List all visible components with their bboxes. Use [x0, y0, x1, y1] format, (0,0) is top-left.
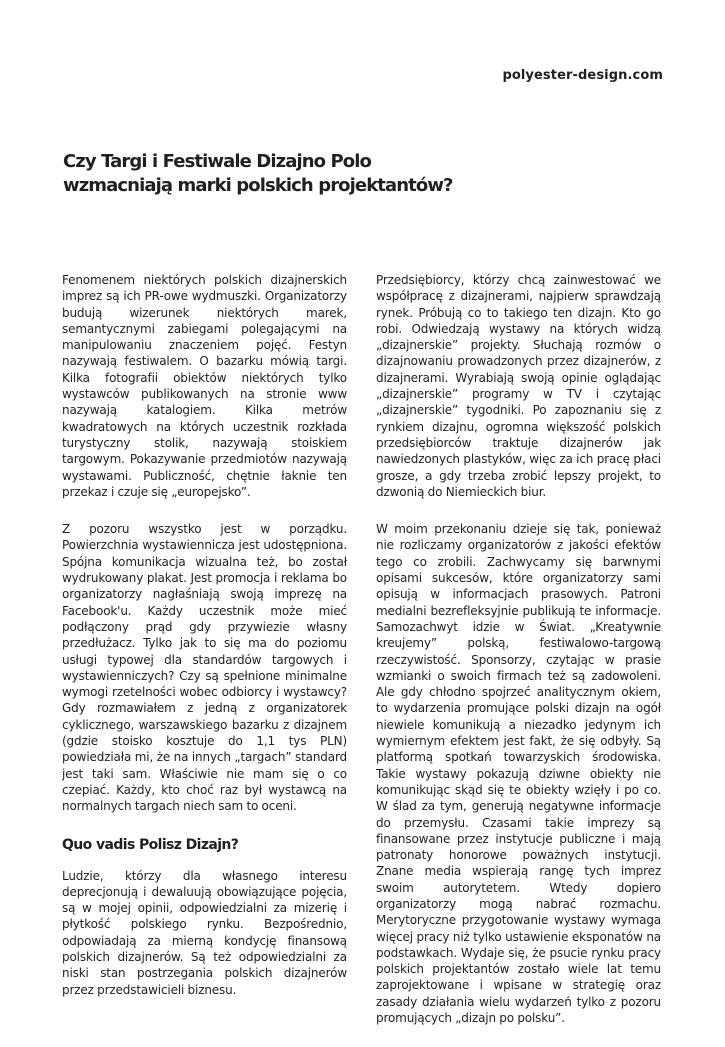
left-column — [62, 272, 347, 1019]
paragraph-5: W moim przekonaniu dzieje się tak, ponieważ nie rozliczamy organizatorów z jakości efektów tego co zrobili. Zachwycamy się barwnymi opisami sukcesów, które organizatorzy sami opisują w informacjach prasowych. Patroni medialni bezrefleksyjnie publikują te informacje. Samozachwyt idzie w Świat. „Kreatywnie kreujemy” polską, festiwalowo-targową rzeczywistość. Sponsorzy, czytając w prasie wzmianki o swoich firmach też są zadowoleni. Ale gdy chłodno spojrzeć analitycznym okiem, to wydarzenia promujące polski dizajn na ogół niewiele komunikują a niezadko jedynym ich wymiernym efektem jest fakt, że się odbyły. Są platformą spotkań towarzyskich środowiska. Takie wystawy pokazują dziwne obiekty nie komunikując skąd się te obiekty wzięły i po co. W ślad za tym, generują negatywne informacje do przemysłu. Czasami takie imprezy są finansowane przez instytucje publiczne i mają patronaty honorowe poważnych instytucji. Znane media wspierają rangę tych imprez swoim autorytetem. Wtedy dopiero organizatorzy mogą nabrać rozmachu. Merytoryczne przygotowanie wystawy wymaga więcej pracy niż tylko ustawienie eksponatów na podstawkach. Wydaje się, że psucie rynku pracy polskich projektantów zostało wiele lat temu zaprojektowane i wpisane w strategię oraz zasady działania wielu wydarzeń tylko z pozoru promujących „dizajn po polsku”. — [376, 522, 661, 1026]
section-heading: Quo vadis Polisz Dizajn? — [62, 836, 239, 853]
right-column — [376, 272, 661, 1047]
paragraph-1: Fenomenem niektórych polskich dizajnerskich imprez są ich PR-owe wydmuszki. Organizatorzy budują wizerunek niektórych marek, semantycznymi zabiegami polegającymi na manipulowaniu znaczeniem pojęć. Festyn nazywają festiwalem. O bazarku mówią targi. Kilka fotografii obiektów niektórych tylko wystawców publikowanych na stronie www nazywają katalogiem. Kilka metrów kwadratowych na których uczestnik rozkłada turystyczny stolik, nazywają stoiskiem targowym. Pokazywanie przedmiotów nazywają wystawami. Publiczność, chętnie łaknie ten przekaz i czuje się „europejsko”. — [62, 273, 347, 499]
paragraph-3: Ludzie, którzy dla własnego interesu deprecjonują i dewaluują obowiązujące pojęcia, są w mojej opinii, odpowiedzialni za mizerię i płytkość polskiego rynku. Bezpośrednio, odpowiadają za mierną kondycję finansową polskich dizajnerów. Są też odpowiedzialni za niski stan postrzegania polskich dizajnerów przez przedstawicieli biznesu. — [62, 868, 347, 997]
article-title: Czy Targi i Festiwale Dizajno Polo wzmacniają marki polskich projektantów? — [63, 151, 453, 196]
paragraph-4: Przedsiębiorcy, którzy chcą zainwestować we współpracę z dizajnerami, najpierw sprawdzają rynek. Próbują co to takiego ten dizajn. Kto go robi. Odwiedzają wystawy na których widzą „dizajnerskie” projekty. Słuchają rozmów o dizajnowaniu prowadzonych przez dizajnerów, z dizajnerami. Wyrabiają swoją opinie oglądając „dizajnerskie” programy w TV i czytając „dizajnerskie” tygodniki. Po zapoznaniu się z rynkiem dizajnu, ogromna większość polskich przedsiębiorców traktuje dizajnerów jak nawiedzonych plastyków, więc za ich pracę płaci grosze, a gdy trzeba zrobić lepszy projekt, to dzwonią do Niemieckich biur. — [376, 273, 661, 499]
paragraph-2: Z pozoru wszystko jest w porządku. Powierzchnia wystawiennicza jest udostępniona. Spójna komunikacja wizualna też, bo został wydrukowany plakat. Jest promocja i reklama bo organizatorzy nagłaśniają swoją imprezę na Facebook'u. Każdy uczestnik może mieć podłączony prąd gdy przywiezie własny przedłużacz. Tylko jak to się ma do poziomu usługi typowej dla standardów targowych i wystawienniczych? Czy są spełnione minimalne wymogi rzetelności wobec odbiorcy i wystawcy? Gdy rozmawiałem z jedną z organizatorek cyklicznego, warszawskiego bazarku z dizajnem (gdzie stoisko kosztuje do 1,1 tys PLN) powiedziała mi, że na innych „targach” standard jest taki sam. Właściwie nie mam się o co czepiać. Każdy, kto choć raz był wystawcą na normalnych targach niech sam to oceni. — [62, 522, 347, 814]
site-url: polyester-design.com — [502, 68, 663, 83]
